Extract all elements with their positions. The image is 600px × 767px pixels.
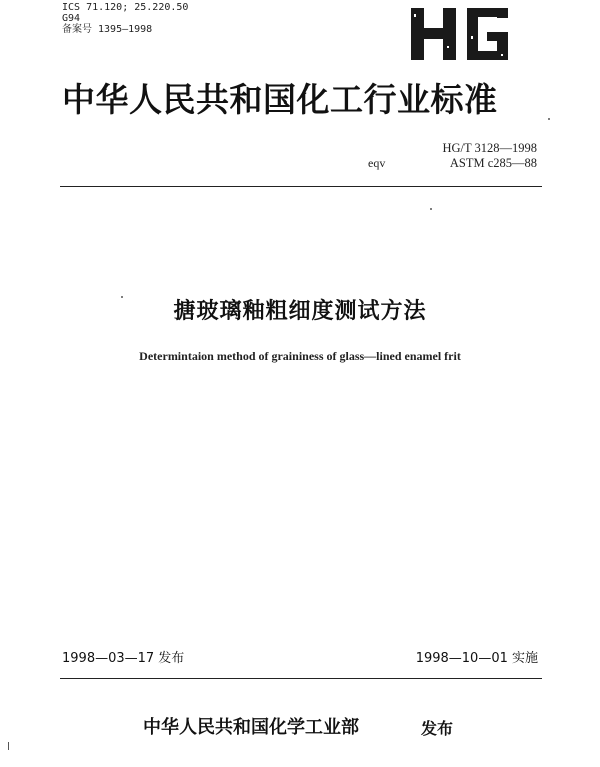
scan-speck [8, 742, 9, 750]
implement-date: 1998—10—01 实施 [415, 651, 538, 666]
document-title-chinese: 搪玻璃釉粗细度测试方法 [173, 299, 427, 324]
document-title-english: Determintaion method of graininess of glass—lined enamel frit [139, 349, 461, 363]
header-divider [60, 186, 542, 187]
issuing-authority: 中华人民共和国化学工业部 [143, 717, 359, 738]
classification-code: G94 [62, 13, 81, 24]
organization-title: 中华人民共和国化工行业标准 [62, 80, 498, 119]
equivalent-standard: ASTM c285—88 [449, 156, 537, 170]
publish-date: 1998—03—17 发布 [62, 651, 185, 666]
standard-number: HG/T 3128—1998 [442, 141, 537, 155]
record-number: 备案号 1395—1998 [62, 24, 153, 35]
ics-code: ICS 71.120; 25.220.50 [62, 2, 189, 13]
scan-speck [548, 118, 550, 120]
equivalence-label: eqv [368, 156, 386, 170]
scan-speck [121, 296, 123, 298]
issue-label: 发布 [421, 719, 454, 738]
footer-divider [60, 678, 542, 679]
scan-speck [430, 208, 432, 210]
hg-logo [409, 6, 511, 62]
